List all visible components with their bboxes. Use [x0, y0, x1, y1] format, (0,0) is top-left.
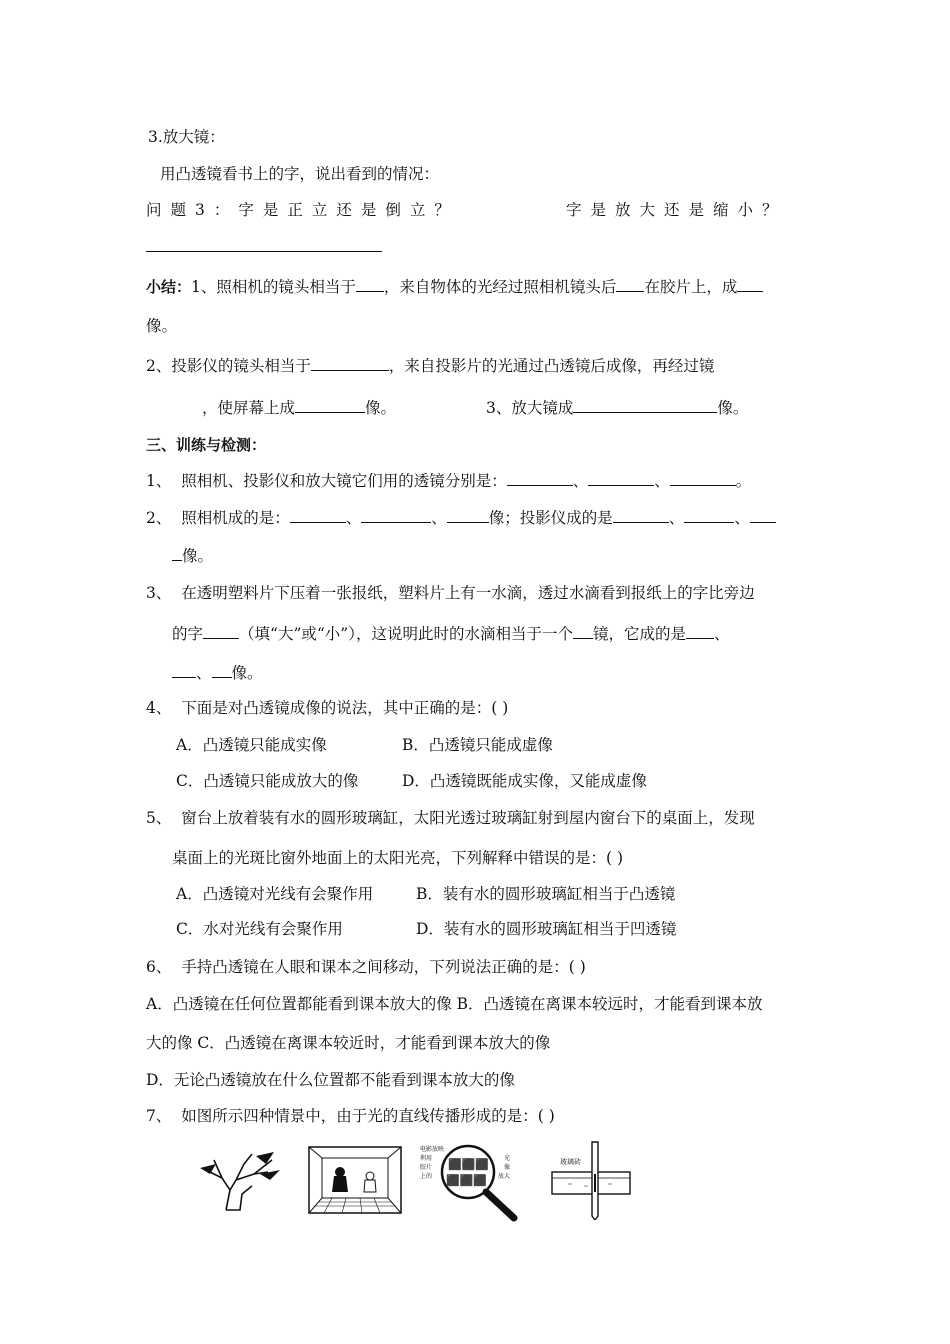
question-1: 1、 照相机、投影仪和放大镜它们用的透镜分别是： 、 、 。 — [146, 472, 752, 490]
q6-option-line-2: 大的像 C．凸透镜在离课本较近时，才能看到课本放大的像 — [146, 1034, 551, 1052]
summary-line-3b: 3、放大镜成 像。 — [486, 399, 749, 417]
training-heading: 三、训练与检测： — [146, 436, 267, 454]
fig3-word-5: 光 — [504, 1155, 511, 1162]
glass-brick-pencil-figure — [548, 1140, 638, 1220]
fig4-label: 玻璃砖 — [560, 1158, 581, 1166]
summary-line-1-cont: 像。 — [146, 317, 178, 335]
question-2-cont: 像。 — [172, 545, 213, 566]
question-2: 2、 照相机成的是： 、 、 像；投影仪成的是 、 、 — [146, 507, 776, 528]
answer-blank-line — [146, 236, 382, 257]
question-3-size: 字是放大还是缩小？ — [566, 201, 787, 219]
section-intro: 用凸透镜看书上的字，说出看到的情况： — [160, 165, 440, 183]
q4-option-b: B．凸透镜只能成虚像 — [402, 736, 553, 754]
summary-line-1: 小结：1、照相机的镜头相当于 ，来自物体的光经过照相机镜头后 在胶片上，成 — [146, 276, 763, 297]
fig3-word-3: 胶片 — [420, 1164, 433, 1171]
q5-option-c: C．水对光线有会聚作用 — [176, 920, 343, 938]
q4-option-a: A．凸透镜只能成实像 — [176, 736, 327, 754]
summary-line-3: ，使屏幕上成 像。 — [202, 399, 397, 417]
q6-option-line-1: A．凸透镜在任何位置都能看到课本放大的像 B．凸透镜在离课本较远时，才能看到课本放 — [146, 995, 763, 1013]
fig3-word-0: 电影 — [420, 1146, 433, 1153]
question-7: 7、 如图所示四种情景中，由于光的直线传播形成的是：( ) — [146, 1107, 555, 1125]
q5-option-b: B．装有水的圆形玻璃缸相当于凸透镜 — [416, 885, 676, 903]
section-heading: 3.放大镜： — [148, 128, 225, 146]
question-6: 6、 手持凸透镜在人眼和课本之间移动，下列说法正确的是：( ) — [146, 958, 586, 976]
question-3-line-2: 的字 （填“大”或“小”），这说明此时的水滴相当于一个 镜，它成的是 、 — [172, 625, 730, 643]
magnifier-figure — [418, 1142, 524, 1222]
mirror-room-figure — [308, 1146, 402, 1214]
question-3-line-3: 、 像。 — [172, 662, 263, 683]
summary-label: 小结： — [146, 278, 192, 296]
fig3-word-6: 像 — [504, 1164, 511, 1171]
fig3-word-1: 放映 — [432, 1146, 445, 1153]
question-5: 5、 窗台上放着装有水的圆形玻璃缸，太阳光透过玻璃缸射到屋内窗台下的桌面上，发现 — [146, 809, 755, 827]
summary-line-2: 2、投影仪的镜头相当于 ，来自投影片的光通过凸透镜后成像，再经过镜 — [146, 357, 715, 375]
fig3-word-7: 放大 — [498, 1173, 511, 1180]
svg-text:⬛⬛⬛: ⬛⬛⬛ — [448, 1158, 490, 1171]
q4-option-c: C．凸透镜只能成放大的像 — [176, 772, 359, 790]
q5-option-a: A．凸透镜对光线有会聚作用 — [176, 885, 374, 903]
q4-option-d: D．凸透镜既能成实像，又能成虚像 — [402, 772, 647, 790]
question-3: 3、 在透明塑料片下压着一张报纸，塑料片上有一水滴，透过水滴看到报纸上的字比旁边 — [146, 584, 755, 602]
question-4: 4、 下面是对凸透镜成像的说法，其中正确的是：( ) — [146, 699, 509, 717]
question-5-line-2: 桌面上的光斑比窗外地面上的太阳光亮，下列解释中错误的是：( ) — [172, 849, 624, 867]
svg-text:⬛⬛⬛: ⬛⬛⬛ — [446, 1174, 488, 1187]
hand-shadow-figure — [196, 1150, 282, 1212]
fig3-word-2: 利用 — [420, 1155, 433, 1162]
q5-option-d: D．装有水的圆形玻璃缸相当于凹透镜 — [416, 920, 677, 938]
question-3-orientation: 问题3：字是正立还是倒立？ — [146, 201, 459, 219]
fig3-word-4: 上的 — [420, 1173, 433, 1180]
q6-option-line-3: D．无论凸透镜放在什么位置都不能看到课本放大的像 — [146, 1071, 515, 1089]
